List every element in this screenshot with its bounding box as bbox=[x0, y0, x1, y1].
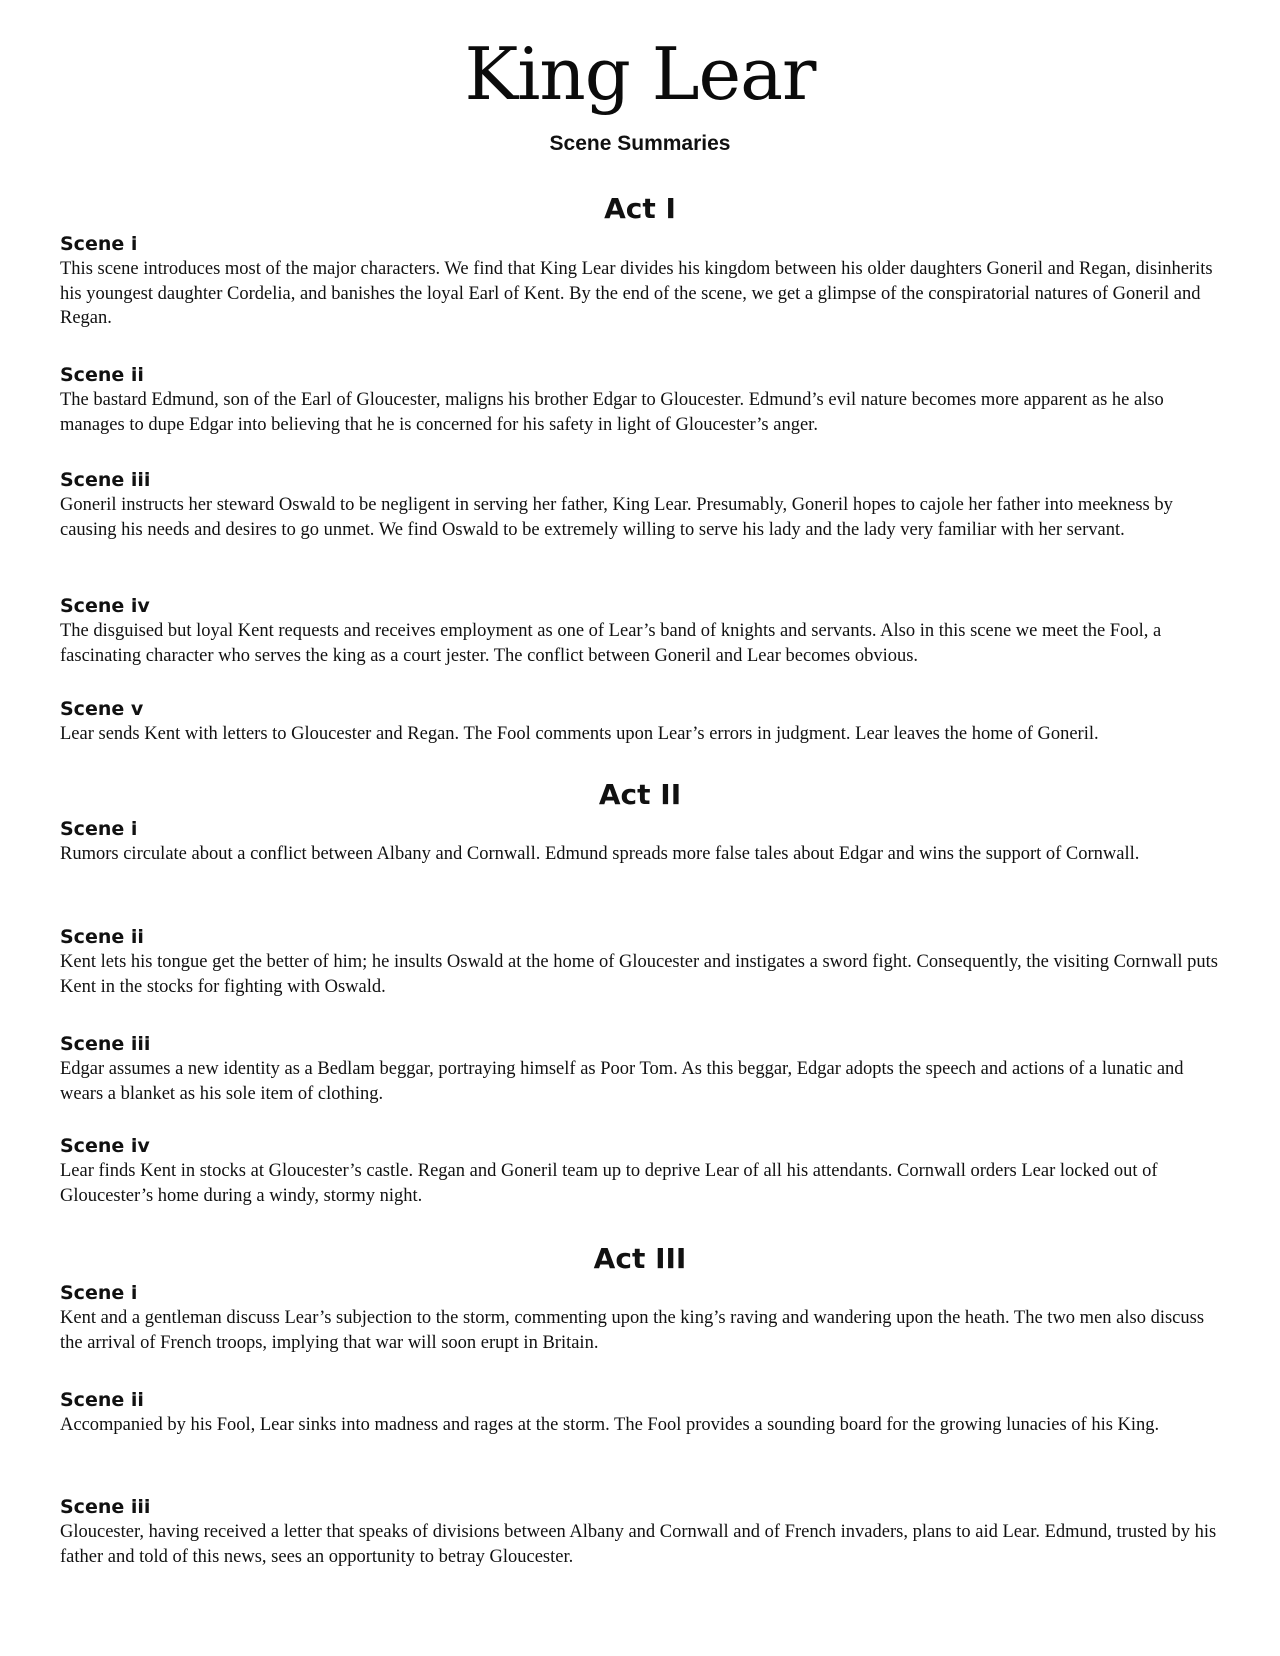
scene-block bbox=[60, 594, 1220, 668]
scene-heading: Scene iv bbox=[60, 1135, 150, 1157]
scene-heading: Scene i bbox=[60, 233, 138, 255]
document-title: King Lear bbox=[464, 32, 816, 116]
scene-heading: Scene i bbox=[60, 1282, 138, 1304]
scene-heading: Scene ii bbox=[60, 364, 144, 386]
scene-block bbox=[60, 1032, 1220, 1106]
scene-heading: Scene iii bbox=[60, 1496, 151, 1518]
scene-summary: Rumors circulate about a conflict between Albany and Cornwall. Edmund spreads more false tales about Edgar and wins the support of Cornwall. bbox=[60, 844, 1140, 864]
scene-heading: Scene iii bbox=[60, 469, 151, 491]
scene-block bbox=[60, 697, 1220, 747]
scene-heading: Scene v bbox=[60, 698, 144, 720]
document-subtitle: Scene Summaries bbox=[549, 132, 731, 155]
scene-summary: Accompanied by his Fool, Lear sinks into madness and rages at the storm. The Fool provides a sounding board for the growing lunacies of his King. bbox=[60, 1415, 1160, 1435]
scene-summary: Lear sends Kent with letters to Gloucester and Regan. The Fool comments upon Lear’s errors in judgment. Lear leaves the home of Goneril. bbox=[60, 724, 1099, 744]
scene-block bbox=[60, 1134, 1220, 1208]
act-heading: Act I bbox=[604, 192, 676, 225]
scene-block bbox=[60, 1281, 1220, 1355]
scene-block bbox=[60, 1388, 1220, 1438]
scene-summary: This scene introduces most of the major characters. We find that King Lear divides his kingdom between his older daughters Goneril and Regan, disinherits his youngest daughter Cordelia, and banishes the loyal Earl of Kent. By the end of the scene, we get a glimpse of the conspiratorial natures of Goneril and Regan. bbox=[60, 259, 1213, 328]
scene-block bbox=[60, 817, 1220, 867]
act-heading: Act II bbox=[598, 778, 682, 811]
scene-heading: Scene iii bbox=[60, 1033, 151, 1055]
scene-summary: Goneril instructs her steward Oswald to be negligent in serving her father, King Lear. Presumably, Goneril hopes to cajole her father into meekness by causing his needs and desires to go unmet. We find Oswald to be extremely willing to serve his lady and the lady very familiar with her servant. bbox=[60, 495, 1173, 540]
scene-summary: Gloucester, having received a letter that speaks of divisions between Albany and Cornwall and of French invaders, plans to aid Lear. Edmund, trusted by his father and told of this news, sees an opportunity to betray Gloucester. bbox=[60, 1522, 1217, 1567]
scene-summary: Lear finds Kent in stocks at Gloucester’s castle. Regan and Goneril team up to deprive Lear of all his attendants. Cornwall orders Lear locked out of Gloucester’s home during a windy, stormy night. bbox=[60, 1161, 1158, 1206]
scene-block bbox=[60, 1495, 1220, 1569]
scene-block bbox=[60, 468, 1220, 542]
scene-block bbox=[60, 363, 1220, 437]
scene-block bbox=[60, 925, 1220, 999]
scene-summary: Kent and a gentleman discuss Lear’s subjection to the storm, commenting upon the king’s raving and wandering upon the heath. The two men also discuss the arrival of French troops, implying that war will soon erupt in Britain. bbox=[60, 1308, 1205, 1353]
scene-summary: The bastard Edmund, son of the Earl of Gloucester, maligns his brother Edgar to Gloucester. Edmund’s evil nature becomes more apparent as he also manages to dupe Edgar into believing that he is concerned for his safety in light of Gloucester’s anger. bbox=[60, 390, 1164, 435]
scene-heading: Scene ii bbox=[60, 926, 144, 948]
scene-block bbox=[60, 232, 1220, 331]
scene-heading: Scene ii bbox=[60, 1389, 144, 1411]
scene-summary: Edgar assumes a new identity as a Bedlam beggar, portraying himself as Poor Tom. As this beggar, Edgar adopts the speech and actions of a lunatic and wears a blanket as his sole item of clothing. bbox=[60, 1059, 1184, 1104]
scene-summary: The disguised but loyal Kent requests and receives employment as one of Lear’s band of knights and servants. Also in this scene we meet the Fool, a fascinating character who serves the king as a court jester. The conflict between Goneril and Lear becomes obvious. bbox=[60, 621, 1162, 666]
scene-heading: Scene i bbox=[60, 818, 138, 840]
scene-heading: Scene iv bbox=[60, 595, 150, 617]
scene-summary: Kent lets his tongue get the better of him; he insults Oswald at the home of Gloucester and instigates a sword fight. Consequently, the visiting Cornwall puts Kent in the stocks for fighting with Oswald. bbox=[60, 952, 1218, 997]
act-heading: Act III bbox=[593, 1242, 687, 1275]
